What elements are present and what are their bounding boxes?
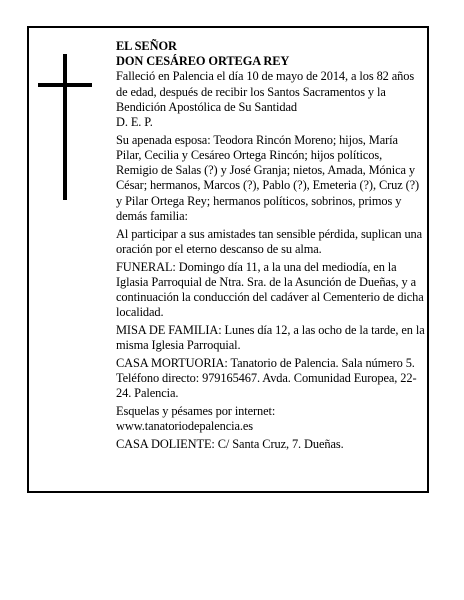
cross-vertical-bar [63,54,67,200]
cross-horizontal-bar [38,83,92,87]
obituary-text [116,39,426,455]
deceased-name: DON CESÁREO ORTEGA REY [116,54,290,69]
family-mass: MISA DE FAMILIA: Lunes día 12, a las ocho de la tarde, en la misma Iglesia Parroquial. [116,323,425,353]
family-list: Su apenada esposa: Teodora Rincón Moreno; hijos, María Pilar, Cecilia y Cesáreo Ortega Rincón; hijos políticos, Remigio de Salas (?) y José Granja; nietos, Amada, Mónica y César; hermanos, Marcos (?), Pablo (?), Emeteria (?), Cruz (?) y Pilar Ortega Rey; hermanos políticos, sobrinos, primos y demás familia: [116,132,420,223]
condolences-label: Esquelas y pésames por internet: [116,404,276,419]
funeral-home: CASA MORTUORIA: Tanatorio de Palencia. Sala número 5. Teléfono directo: 979165467. Avda. Comunidad Europea, 22-24. Palencia. [116,356,417,401]
condolences-url: www.tanatoriodepalencia.es [116,419,253,434]
mourning-house: CASA DOLIENTE: C/ Santa Cruz, 7. Dueñas. [116,437,344,452]
cross-icon [38,54,92,200]
rip-text: D. E. P. [116,115,153,130]
funeral-details: FUNERAL: Domingo día 11, a la una del mediodía, en la Iglasia Parroquial de Ntra. Sra. de la Asunción de Dueñas, y a continuación la conducción del cadáver al Cementerio de dicha localidad. [116,259,424,320]
death-notice: Falleció en Palencia el día 10 de mayo de 2014, a los 82 años de edad, después de recibir los Santos Sacramentos y la Bendición Apostólica de Su Santidad [116,69,415,114]
obituary-notice [27,26,429,493]
title-line-1: EL SEÑOR [116,39,177,53]
prayer-request: Al participar a sus amistades tan sensible pérdida, suplican una oración por el eterno descanso de su alma. [116,226,423,256]
